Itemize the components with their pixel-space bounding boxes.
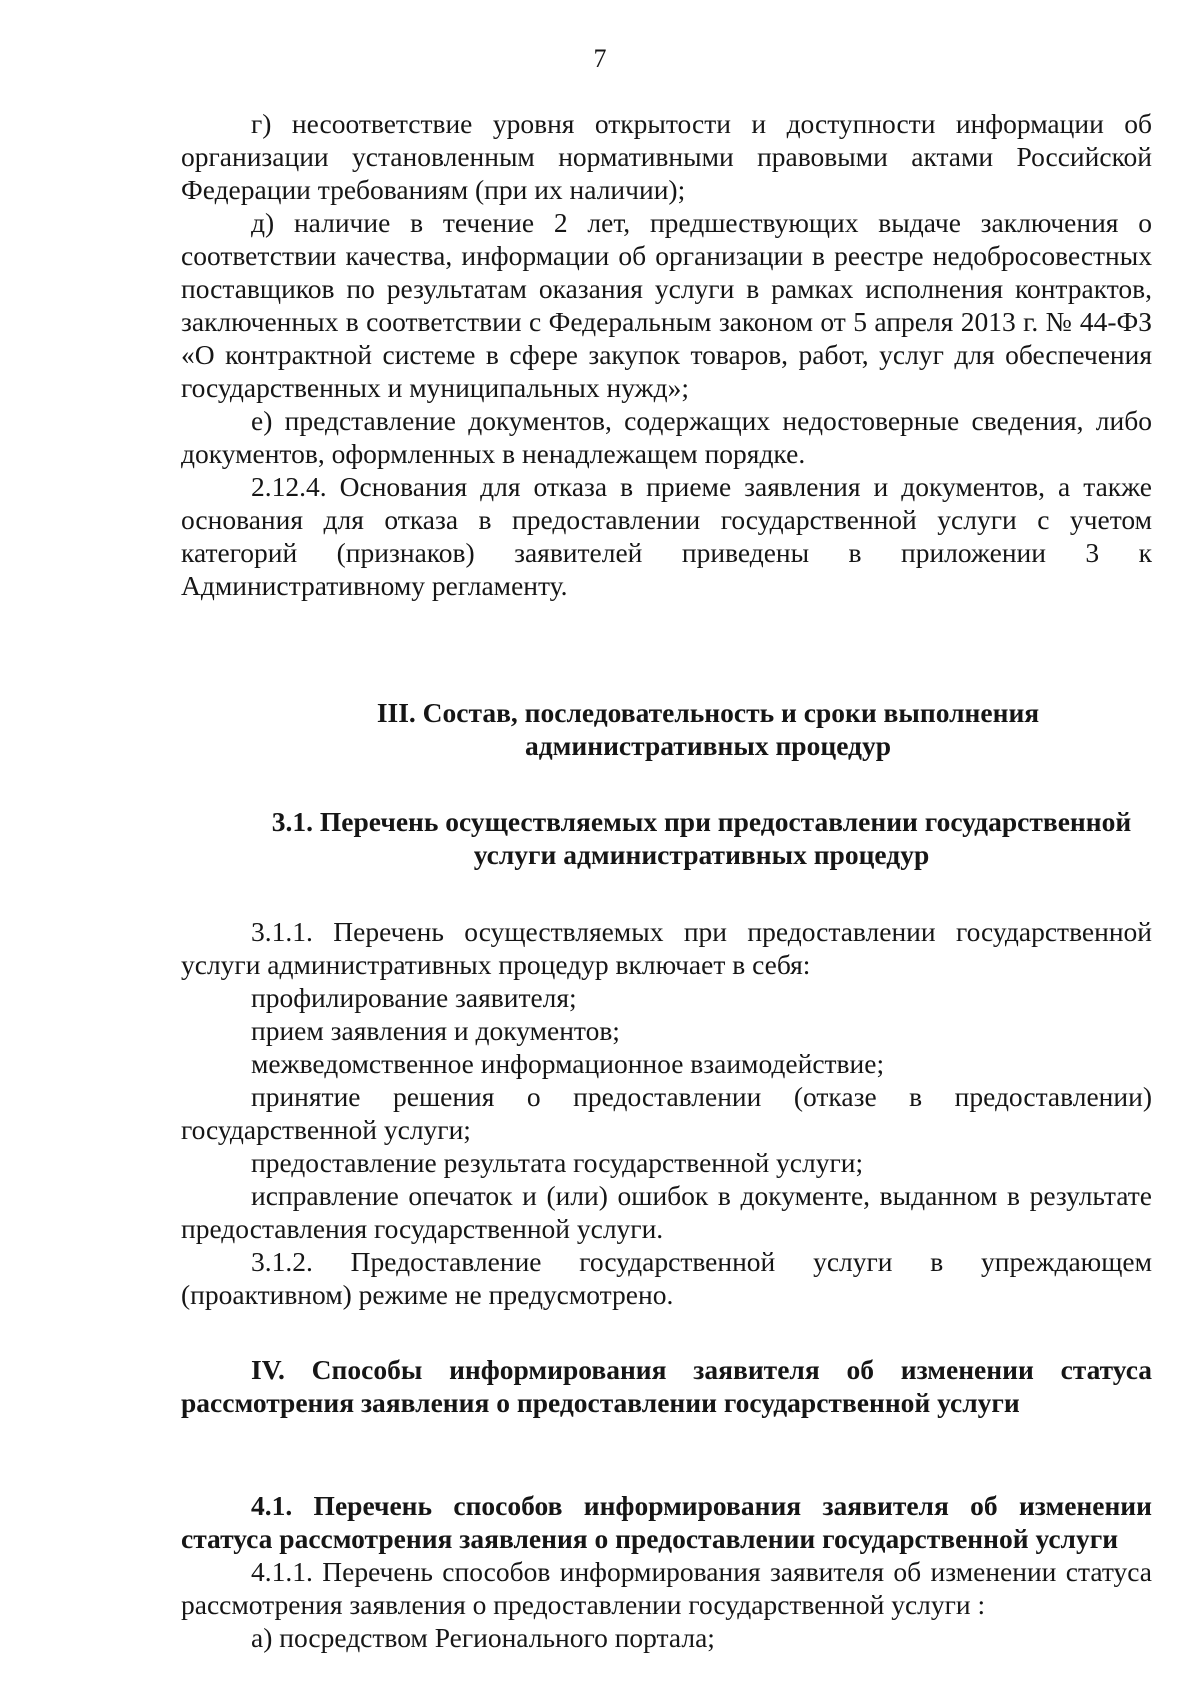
list-item-regional-portal: а) посредством Регионального портала; [251, 1622, 715, 1653]
paragraph-d: д) наличие в течение 2 лет, предшествующих выдаче заключения о соответствии качества, информации об организации в реестре недобросовестных поставщиков по результатам оказания услуги в рамках исполнения контрактов, заключенных в соответствии с Федеральным законом от 5 апреля 2013 г. № 44-ФЗ «О контрактной системе в сфере закупок товаров, работ, услуг для обеспечения государственных и муниципальных нужд»; [181, 207, 1152, 403]
section-3-1-title [181, 805, 1152, 871]
section-3-title [181, 696, 1152, 762]
list-item-interaction: межведомственное информационное взаимодействие; [251, 1048, 885, 1079]
section-4-title: IV. Способы информирования заявителя об изменении статуса рассмотрения заявления о предоставлении государственной услуги [181, 1354, 1152, 1418]
section-3-title-line2: административных процедур [525, 730, 891, 761]
list-item-profiling: профилирование заявителя; [251, 982, 577, 1013]
paragraph-3-1-1: 3.1.1. Перечень осуществляемых при предоставлении государственной услуги административных процедур включает в себя: [181, 916, 1152, 980]
paragraph-2-12-4: 2.12.4. Основания для отказа в приеме заявления и документов, а также основания для отказа в предоставлении государственной услуги с учетом категорий (признаков) заявителей приведены в приложении 3 к [181, 471, 1152, 568]
section-3-title-line1: III. Состав, последовательность и сроки выполнения [376, 697, 1040, 728]
list-item-reception: прием заявления и документов; [251, 1015, 620, 1046]
page-number: 7 [593, 44, 607, 73]
section-3-1-title-line2: услуги административных процедур [473, 839, 930, 870]
paragraph-g: г) несоответствие уровня открытости и доступности информации об организации установленным нормативными правовыми актами Российской Федерации требованиям (при их наличии); [181, 108, 1152, 205]
list-item-result: предоставление результата государственной услуги; [251, 1147, 864, 1178]
section-4-1-title: 4.1. Перечень способов информирования заявителя об изменении статуса рассмотрения заявления о предоставлении государственной услуги [181, 1490, 1152, 1554]
paragraph-4-1-1: 4.1.1. Перечень способов информирования заявителя об изменении статуса рассмотрения заявления о предоставлении государственной услуги : [181, 1556, 1152, 1620]
document-body [181, 107, 1152, 1654]
list-item-decision: принятие решения о предоставлении (отказе в предоставлении) государственной услуги; [181, 1081, 1152, 1145]
paragraph-e: е) представление документов, содержащих недостоверные сведения, либо документов, оформленных в ненадлежащем порядке. [181, 405, 1152, 469]
list-item-corrections: исправление опечаток и (или) ошибок в документе, выданном в результате предоставления государственной услуги. [181, 1180, 1152, 1244]
paragraph-3-1-2: 3.1.2. Предоставление государственной услуги в упреждающем (проактивном) режиме не предусмотрено. [181, 1246, 1152, 1310]
section-3-1-title-line1: 3.1. Перечень осуществляемых при предоставлении государственной [271, 806, 1132, 837]
paragraph-2-12-4-end: Административному регламенту. [181, 570, 568, 601]
